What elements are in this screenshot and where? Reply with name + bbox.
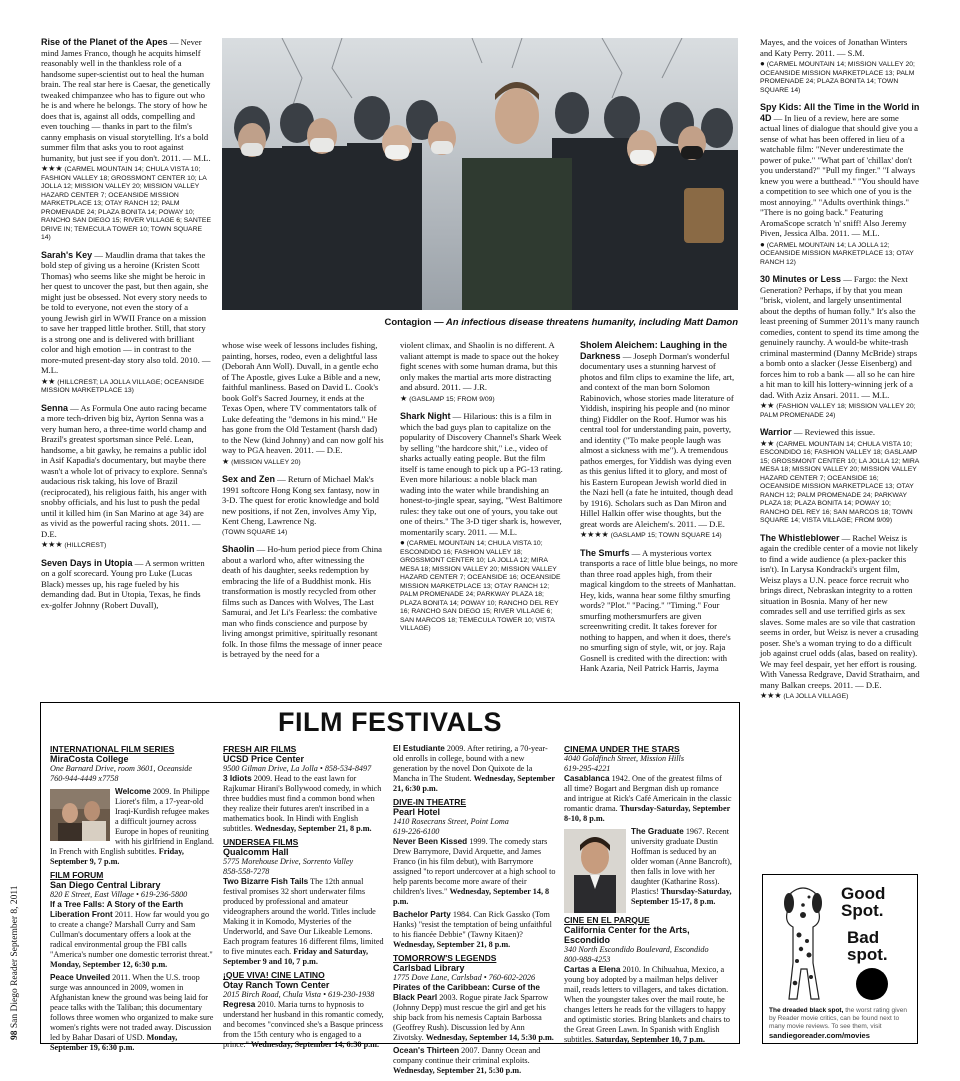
- festival-film-showtime: Thursday-Saturday, September 15-17, 8 p.m.: [631, 887, 732, 906]
- page-footer-label: [10, 885, 20, 1040]
- festival-film-description: 2010. In Chihuahua, Mexico, a young boy adopted by a mailman helps deliver mail, reads letters to villagers, and takes dictation. When the youngster takes over the mail route, he changes letters he reads for the villagers to happy and optimistic stories. Bring blankets and chairs to the Great Green Lawn. In Spanish with English subtitles.: [564, 965, 730, 1044]
- review-column-1: [41, 37, 211, 617]
- review-title: Sex and Zen: [222, 474, 276, 484]
- rating-black-spot: ●: [400, 538, 405, 547]
- review-body: — Return of Michael Mak's 1991 softcore Hong Kong sex fantasy, now in 3-D. The quest for erotic knowledge and bold new positions, if not Zen, involves Amy Yip, Kent Cheng, Lawrence Ng.: [222, 474, 380, 526]
- page-number: 98: [10, 1030, 20, 1040]
- review-title: Seven Days in Utopia: [41, 557, 133, 568]
- publication-name: San Diego Reader: [10, 959, 20, 1029]
- festival-film-description: 1984. Can Rick Gassko (Tom Hanks) "resist the temptation of being unfaithful to his fiancée Debbie" (Tawny Kitaen)?: [393, 910, 552, 939]
- review-sarahs-key: [41, 250, 211, 396]
- festival-phone: 760-944-4449 x7758: [50, 774, 119, 783]
- festival-film-title: Welcome: [115, 787, 151, 796]
- review-the-whistleblower: [760, 533, 920, 702]
- review-column-3: [400, 340, 564, 641]
- festival-film-showtime: Monday, September 19, 6:30 p.m.: [50, 1033, 178, 1052]
- review-spy-kids: [760, 102, 920, 267]
- review-title: Sarah's Key: [41, 249, 93, 260]
- festival-address: 1410 Rosecrans Street, Point Loma: [393, 817, 509, 826]
- festival-film-showtime: Wednesday, September 21, 6:30 p.m.: [393, 774, 555, 793]
- black-spot-icon: [855, 967, 889, 1001]
- theater-list: (HILLCREST; LA JOLLA VILLAGE; OCEANSIDE MISSION MARKETPLACE 13): [41, 378, 205, 394]
- review-body: — Joseph Dorman's wonderful documentary uses a stunning harvest of photos and film clips to examine the life, art, and context of the man born Solomon Rabinovich, whose stories made literature of Yiddish, inspiring his people and (no minor thing) Fiddler on the Roof. Humor was his central tool for understanding pain, poverty, and identity ("To make people laugh was almost a sickness with me"). A tremendous pathos emerges, for Yiddish was dying even as this genius lifted it to glory, and most of his Eastern European Jewish world died in the Nazi hell (a fate he intuited, though dead by 1916). Scholars such as Dan Miron and Hillel Halkin offer wise thoughts, but the great words are Aleichem's. 2011. — D.E.: [580, 350, 735, 529]
- ad-body: the worst rating given by Reader movie critics, can be found next to many movie reviews. To see them, visit: [769, 1007, 908, 1030]
- festival-category: DIVE-IN THEATRE: [393, 797, 467, 807]
- festival-film-description: 1942. One of the greatest films of all time? Bogart and Bergman dish up romance and intrigue at Rick's Café Americain in the classic romantic drama.: [564, 774, 732, 813]
- review-body: Mayes, and the voices of Jonathan Winters and Katy Perry. 2011. — S.M.: [760, 37, 908, 58]
- review-the-smurfs: [580, 548, 738, 674]
- theater-list: (LA JOLLA VILLAGE): [783, 693, 849, 700]
- review-title: Warrior: [760, 427, 792, 437]
- festival-film-title: Casablanca: [564, 774, 610, 783]
- review-body: — Maudlin drama that takes the bold step of giving us a heroine (Kristen Scott Thomas) who seems like she might be heroic in her quest to uncover the past, but then again, she might just be obsessed. Not every story needs to be told to everyone, not even the story of a young Jewish girl in WWII France on a mission to save her trapped little brother. Still, that story is a strong one and is delivered with brilliant color and high emotion — in contrast to the more-muted present-day story also told. 2010. — M.L.: [41, 249, 211, 375]
- review-title: Senna: [41, 402, 69, 413]
- festival-film-showtime: Thursday-Saturday, September 8-10, 8 p.m.: [564, 804, 731, 823]
- rating-stars: ★: [222, 456, 230, 466]
- review-30-minutes-or-less: [760, 274, 920, 420]
- festival-venue: California Center for the Arts, Escondido: [564, 925, 690, 945]
- rating-black-spot: ●: [760, 239, 765, 249]
- review-body: — Fargo: the Next Generation? Perhaps, if by that you mean "brisk, violent, and largely unsentimental about the depths of human folly." It's also the least preening of Summer 2011's many raunch comedies, content to spend its time among the genuinely raunchy. A would-be white-trash criminal mastermind (Danny McBride) straps a bomb onto a slacker (Jesse Eisenberg) and forces him to rob a bank — all so he can hire a hit man to kill his lottery-winning jerk of a dad. With Aziz Ansari. 2011. — M.L.: [760, 274, 920, 400]
- festival-film-description: 1999. The comedy stars Drew Barrymore, David Arquette, and James Franco (in his film debut), with Barrymore assigned "to report undercover at a high school to help parents become more aware of their children's lives.": [393, 837, 556, 896]
- festival-venue: MiraCosta College: [50, 754, 129, 764]
- festival-category: ¡QUE VIVA! CINE LATINO: [223, 970, 325, 980]
- rating-stars: ★★★★: [580, 530, 609, 539]
- theater-list: (CARMEL MOUNTAIN 14; MISSION VALLEY 20; OCEANSIDE MISSION MARKETPLACE 13; PALM PROMENADE 24; PLAZA BONITA 14; TOWN SQUARE 14): [760, 61, 915, 94]
- festival-film-description: 2003. Rogue pirate Jack Sparrow (Johnny Depp) must rescue the girl and get his ship back from his nemesis Captain Barbossa (Geoffrey Rush). Discussion led by Ann Zivotsky.: [393, 993, 549, 1042]
- review-shaolin-continued: [400, 340, 564, 404]
- review-body: — Reviewed this issue.: [793, 427, 875, 437]
- review-title: The Whistleblower: [760, 532, 840, 543]
- review-rise-of-the-planet-of-the-apes: [41, 37, 211, 243]
- festival-film-title: If a Tree Falls: A Story of the Earth Liberation Front: [50, 900, 184, 919]
- review-title: Shaolin: [222, 544, 255, 554]
- review-body: — Ho-hum period piece from China about a warlord who, after witnessing the death of his daughter, seeks redemption by embracing the life of a Buddhist monk. His transformation is mostly recycled from other films such as Dances with Wolves, The Last Samurai, and Jet Li's Fearless: the combative man who finds conscience and purpose by living amongst primitive, spiritually resonant folk. In those films the message of inner peace is betrayed by the need for a: [222, 544, 383, 659]
- ad-lead: The dreaded black spot,: [769, 1007, 844, 1014]
- welcome-film-still: [50, 789, 110, 841]
- ad-bad-spot-text: Bad spot.: [847, 928, 888, 964]
- festival-film-showtime: Wednesday, September 14, 8 p.m.: [393, 887, 550, 906]
- review-smurfs-continued: [760, 37, 920, 95]
- ad-good-spot-text: Good Spot.: [841, 884, 886, 920]
- rating-stars: ★★: [760, 401, 775, 410]
- festival-phone: 858-534-8497: [324, 764, 372, 773]
- rating-stars: ★: [400, 393, 408, 403]
- rating-stars: ★★: [760, 438, 775, 448]
- photo-caption: [222, 317, 738, 328]
- theater-list: (MISSION VALLEY 20): [231, 458, 301, 466]
- festival-column-4: [564, 741, 732, 1048]
- black-spot-ad[interactable]: [762, 874, 918, 1044]
- festival-category: TOMORROW'S LEGENDS: [393, 953, 497, 963]
- theater-list: (CARMEL MOUNTAIN 14; LA JOLLA 12; OCEANSIDE MISSION MARKETPLACE 13; OTAY RANCH 12): [760, 241, 914, 266]
- review-body: — As Formula One auto racing became a more tech-driven big biz, Ayrton Senna was a very human hero, a three-time world champ and Brazil's greatest sportsman since Pelé. Lean, handsome, a bit gawky, he remains a public idol in Asif Kapadia's documentary, but maybe there wasn't a whole lot of privacy to explore. Senna's audacious risk taking, his love of Brazil (reciprocated), his religious faith, his anger with snobby officials, and his lust to push the pedal until it killed him (in San Marino at age 34) are as vivid as the powerful racing shots. 2011. — D.E.: [41, 402, 208, 539]
- festival-film-description: The 12th annual festival promises 32 short underwater films produced by professional and amateur videographers around the world. Titles include Making it in Komodo, Mysteries of the Underworld, and Save Our Likeable Lemons. Each program features 16 different films, limited to five minutes each.: [223, 877, 384, 956]
- festival-category: FRESH AIR FILMS: [223, 744, 297, 754]
- festival-address: 9500 Gilman Drive, La Jolla: [223, 764, 318, 773]
- festival-category: CINE EN EL PARQUE: [564, 915, 650, 925]
- rating-stars: ★★★: [41, 540, 63, 549]
- rating-black-spot: ●: [760, 59, 765, 68]
- festival-film-showtime: Friday, September 9, 7 p.m.: [50, 847, 184, 866]
- review-column-4: [580, 340, 738, 681]
- festival-venue: Qualcomm Hall: [223, 847, 289, 857]
- festival-address: 1775 Dove Lane, Carlsbad: [393, 973, 482, 982]
- review-senna: [41, 403, 211, 551]
- festival-venue: Pearl Hotel: [393, 807, 441, 817]
- review-column-2: [222, 340, 384, 667]
- festival-address: 820 E Street, East Village: [50, 890, 134, 899]
- rating-stars: ★★★: [41, 164, 63, 173]
- festival-film-title: The Graduate: [631, 827, 684, 836]
- festival-film-title: Pirates of the Caribbean: Curse of the Black Pearl: [393, 983, 540, 1002]
- festival-category: UNDERSEA FILMS: [223, 837, 299, 847]
- theater-list: (GASLAMP 15; FROM 9/09): [409, 395, 495, 403]
- review-body: — A mysterious vortex transports a race of little blue beings, no more than three road apples high, from their magical kingdom to the streets of Manhattan. Hey, kids, wanna hear some filthy smurfing words? "Plot." "Pacing." "Timing." Four smurfing mothersmurfers are given screenwriting credit. It takes forever for nothing to happen, and when it does, there's no smurfing sign of style, wit, or joy. Raja Gosnell is credited with the direction: with Hank Azaria, Neil Patrick Harris, Jayma: [580, 547, 738, 673]
- review-shark-night: [400, 411, 564, 634]
- festival-film-showtime: Wednesday, September 21, 8 p.m.: [254, 824, 372, 833]
- review-title: Spy Kids: All the Time in the World in 4D: [760, 102, 920, 123]
- festival-film-description: 2009. Head to the east lawn for Rajkumar Hirani's Bollywood comedy, in which three buddies must find a common bond when they realize their futures aren't inscribed in a mathematics book. In Hindi with English subtitles.: [223, 774, 382, 833]
- festival-phone: 800-988-4253: [564, 955, 611, 964]
- ad-description: [769, 1007, 913, 1031]
- festival-film-showtime: Friday and Saturday, September 9 and 10, 7 p.m.: [223, 947, 369, 966]
- film-festivals-heading: FILM FESTIVALS: [278, 707, 502, 737]
- festival-film-title: Ocean's Thirteen: [393, 1046, 460, 1055]
- review-body: violent climax, and Shaolin is no different. A valiant attempt is made to space out the hokey fight scenes with some human drama, but this only makes the martial arts more distracting and absurd. 2011. — J.R.: [400, 340, 559, 392]
- review-body: — Never mind James Franco, though he acquits himself reasonably well in the thankless role of a handsome super-scientist out to heal the human brain. The real star here is Caesar, the genetically tweaked chimpanzee who has to figure out who he is and where he belongs. The story of how he does that is, against all odds, compelling and even touching — thanks in part to the film's canny emphasis on visual storytelling. It's a bold summer film that asks you to root against humanity, but just see if you don't. 2011. — M.L.: [41, 37, 211, 163]
- theater-list: (TOWN SQUARE 14): [222, 528, 288, 536]
- festival-film-title: Bachelor Party: [393, 910, 451, 919]
- festival-phone: 858-558-7278: [223, 867, 270, 876]
- dalmatian-icon: [773, 883, 835, 1003]
- review-sex-and-zen: [222, 474, 384, 537]
- festival-film-description: 2009. In Philippe Lioret's film, a 17-year-old Iraqi-Kurdish refugee makes a difficult journey across Europe in hopes of reuniting with his girlfriend in England. In French with English subtitles.: [50, 787, 214, 856]
- caption-title: Contagion: [384, 317, 432, 328]
- festival-phone: 619-226-6100: [393, 827, 440, 836]
- festival-film-description: 2010. Maria turns to hypnosis to understand her husband in this romantic comedy, and becomes "convinced she's a Basque princess from the 15th century who is engaged to a prince.": [223, 1000, 384, 1049]
- ad-link[interactable]: sandiegoreader.com/movies: [769, 1031, 870, 1040]
- festival-film-title: Two Bizarre Fish Tails: [223, 877, 309, 886]
- festival-venue: UCSD Price Center: [223, 754, 305, 764]
- review-warrior: [760, 427, 920, 526]
- festival-film-showtime: Monday, September 12, 6:30 p.m.: [50, 960, 168, 969]
- festival-film-showtime: Saturday, September 10, 7 p.m.: [595, 1035, 705, 1044]
- contagion-photo: [222, 38, 738, 310]
- review-title: Sholem Aleichem: Laughing in the Darkness: [580, 340, 728, 361]
- festival-phone: 619-236-5800: [140, 890, 188, 899]
- theater-list: (FASHION VALLEY 18; MISSION VALLEY 20; PALM PROMENADE 24): [760, 403, 916, 419]
- the-graduate-film-still: [564, 829, 626, 913]
- review-sholem-aleichem: [580, 340, 738, 541]
- festival-venue: Carlsbad Library: [393, 963, 465, 973]
- festival-film-title: Peace Unveiled: [50, 973, 111, 982]
- review-body: — A sermon written on a golf scorecard. Young pro Luke (Lucas Black) messes up, his rage fueled by his demanding dad. But in Utopia, Texas, he finds ex-golfer Johnny (Robert Duvall),: [41, 557, 205, 610]
- crowd-illustration: [222, 38, 738, 310]
- festival-film-title: Never Been Kissed: [393, 837, 468, 846]
- review-title: Shark Night: [400, 411, 451, 421]
- festival-address: 340 North Escondido Boulevard, Escondido: [564, 945, 709, 954]
- issue-date: September 8, 2011: [10, 885, 20, 957]
- festival-category: CINEMA UNDER THE STARS: [564, 744, 680, 754]
- review-body: — In lieu of a review, here are some actual lines of dialogue that should give you a sense of what has been offered in lieu of a watchable film: "Never underestimate the power of puke." "What part of 'chillax' don't you understand?" "Pull my finger." "I always knew you were a butthead." "You should have a competition to see which one of you is the most annoying." "Adults overthink things." "There is no going back." Featuring AromaScope scratch 'n' sniff! Also Jeremy Piven, Jessica Alba. 2011. — M.L.: [760, 112, 919, 238]
- review-title: 30 Minutes or Less: [760, 274, 842, 284]
- review-seven-days-continued: [222, 340, 384, 467]
- festival-address: One Barnard Drive, room 3601, Oceanside: [50, 764, 192, 773]
- theater-list: (CARMEL MOUNTAIN 14; CHULA VISTA 10; FASHION VALLEY 18; GROSSMONT CENTER 10; LA JOLLA 12; MISSION VALLEY 20; MISSION VALLEY HAZARD CENTER 7; OCEANSIDE MISSION MARKETPLACE 13; OTAY RANCH 12; PALM PROMENADE 24; PLAZA BONITA 14; POWAY 10; RANCHO SAN DIEGO 15; RIVER VILLAGE 6; SANTEE DRIVE IN; TEMECULA TOWER 10; TOWN SQUARE 14): [41, 166, 211, 241]
- festival-film-description: 2009. After retiring, a 70-year-old enrolls in college, bound with a new generation by the novel Don Quixote de la Mancha in The Student.: [393, 744, 548, 783]
- festival-column-1: INTERNATIONAL FILM SERIES MiraCosta College One Barnard Drive, room 3601, Oceanside 760-944-4449 x7758 Welcome 2009. In Philippe Lioret's film, a 17-year-old Iraqi-Kurdish refugee makes a difficult journey across Europe in hopes of reuniting with his girlfriend in England. In French with English subtitles. Friday, September 9, 7 p.m. FILM FORUM San Diego Central Library 820 E Street, East Village • 619-236-5800 If a Tree Falls: A Story of the Earth Liberation Front 2011. How far would you go to create a change? Marshall Curry and Sam Cullman's documentary offers a look at the radical environmental group the FBI calls "America's number one domestic terrorist threat." Monday, September 12, 6:30 p.m. Peace Unveiled 2011. When the U.S. troop surge was announced in 2009, women in Afghanistan knew the ground was being laid for peace talks with the Taliban; this documentary follows three women who organized to make sure women's rights were not traded away. Discussion led by Bahar Dasari of USD. Monday, September 19, 6:30 p.m.: [50, 744, 214, 1052]
- film-festivals-box: [40, 702, 740, 1075]
- festival-category: INTERNATIONAL FILM SERIES: [50, 744, 175, 754]
- review-body: — Hilarious: this is a film in which the bad guys plan to capitalize on the popularity of Discovery Channel's Shark Week by selling "the hardcore shit," i.e., video of sharks actually eating people. But the film itself is tame enough to pick up a PG-13 rating. Even more hilarious: a noble black man wading into the water while brandishing an honest-to-jingle spear, saying, "West Baltimore rules: they take out one of yours, you take out one of theirs." The 3-D tiger shark is, however, momentarily scary. 2011. — M.L.: [400, 411, 563, 537]
- festival-column-2: FRESH AIR FILMS UCSD Price Center 9500 Gilman Drive, La Jolla • 858-534-8497 3 Idiots 2009. Head to the east lawn for Rajkumar Hirani's Bollywood comedy, in which three buddies must find a common bond when they realize their futures aren't inscribed in a mathematics book. In Hindi with English subtitles. Wednesday, September 21, 8 p.m. UNDERSEA FILMS Qualcomm Hall 5775 Morehouse Drive, Sorrento Valley 858-558-7278 Two Bizarre Fish Tails The 12th annual festival promises 32 short underwater films produced by professional and amateur videographers around the world. Titles include Making it in Komodo, Mysteries of the Underworld, and Save Our Likeable Lemons. Each program features 16 different films, limited to five minutes each. Friday and Saturday, September 9 and 10, 7 p.m. ¡QUE VIVA! CINE LATINO Otay Ranch Town Center 2015 Birch Road, Chula Vista • 619-230-1938 Regresa 2010. Maria turns to hypnosis to understand her husband in this romantic comedy, and becomes "convinced she's a Basque princess from the 15th century who is engaged to a prince." Wednesday, September 14, 6:30 p.m.: [223, 741, 387, 1053]
- festival-column-3: El Estudiante 2009. After retiring, a 70-year-old enrolls in college, bound with a new generation by the novel Don Quixote de la Mancha in The Student. Wednesday, September 21, 6:30 p.m. DIVE-IN THEATRE Pearl Hotel 1410 Rosecrans Street, Point Loma 619-226-6100 Never Been Kissed 1999. The comedy stars Drew Barrymore, David Arquette, and James Franco (in his film debut), with Barrymore assigned "to report undercover at a high school to help parents become more aware of their children's lives." Wednesday, September 14, 8 p.m. Bachelor Party 1984. Can Rick Gassko (Tom Hanks) "resist the temptation of being unfaithful to his fiancée Debbie" (Tawny Kitaen)? Wednesday, September 21, 8 p.m. TOMORROW'S LEGENDS Carlsbad Library 1775 Dove Lane, Carlsbad • 760-602-2026 Pirates of the Caribbean: Curse of the Black Pearl 2003. Rogue pirate Jack Sparrow (Johnny Depp) must rescue the girl and get his ship back from his nemesis Captain Barbossa (Geoffrey Rush). Discussion led by Ann Zivotsky. Wednesday, September 14, 5:30 p.m. Ocean's Thirteen 2007. Danny Ocean and company continue their criminal exploits. Wednesday, September 21, 5:30 p.m.: [393, 744, 556, 1075]
- review-title: Rise of the Planet of the Apes: [41, 37, 168, 47]
- review-body: — Rachel Weisz is again the credible center of a movie not likely to find a wide audience (a plex-packer this isn't). In Larysa Kondracki's urgent film, Weisz plays a U.N. peace force recruit who brings direct, Nebraskan integrity to a rotten situation in Bosnia. Many of her new comrades sell and use terrified girls as sex slaves. Some males are so vile that castration seems in order, but Weisz is never a crusading poser. She's a woman trying to do a difficult job against cruel odds (alas, based on reality). We may feel despair, yet her effort is rousing. With Vanessa Redgrave, David Strathairn, and many Balkan creeps. 2011. — D.E.: [760, 532, 920, 690]
- festival-film-showtime: Wednesday, September 21, 8 p.m.: [393, 940, 511, 949]
- review-column-5: [760, 37, 920, 709]
- review-seven-days-in-utopia: [41, 558, 211, 611]
- festival-phone: 619-230-1938: [328, 990, 375, 999]
- festival-film-showtime: Wednesday, September 14, 5:30 p.m.: [425, 1033, 554, 1042]
- theater-list: (CARMEL MOUNTAIN 14; CHULA VISTA 10; ESCONDIDO 16; FASHION VALLEY 18; GASLAMP 15; GROSSMONT CENTER 10; LA JOLLA 12; MIRA MESA 18; MISSION VALLEY 20; MISSION VALLEY HAZARD CENTER 7; OCEANSIDE 16; OCEANSIDE MISSION MARKETPLACE 13; OTAY RANCH 12; PALM PROMENADE 24; PARKWAY PLAZA 18; PLAZA BONITA 14; POWAY 10; RANCHO DEL REY 16; SAN MARCOS 18; TOWN SQUARE 14; VISTA VILLAGE; FROM 9/09): [760, 440, 919, 524]
- festival-venue: Otay Ranch Town Center: [223, 980, 330, 990]
- theater-list: (GASLAMP 15; TOWN SQUARE 14): [610, 532, 722, 539]
- rating-stars: ★★★: [760, 691, 782, 700]
- rating-stars: ★★: [41, 376, 56, 386]
- festival-phone: 760-602-2026: [488, 973, 536, 982]
- festival-film-description: 2007. Danny Ocean and company continue their criminal exploits.: [393, 1046, 541, 1065]
- festival-film-title: El Estudiante: [393, 744, 445, 753]
- theater-list: (CARMEL MOUNTAIN 14; CHULA VISTA 10; ESCONDIDO 16; FASHION VALLEY 18; GROSSMONT CENTER 10; LA JOLLA 12; MIRA MESA 18; MISSION VALLEY 20; MISSION VALLEY HAZARD CENTER 7; OCEANSIDE 16; OCEANSIDE MISSION MARKETPLACE 13; OTAY RANCH 12; PALM PROMENADE 24; PARKWAY PLAZA 18; PLAZA BONITA 14; POWAY 10; RANCHO DEL REY 16; RANCHO SAN DIEGO 15; RIVER VILLAGE 6; SAN MARCOS 18; TEMECULA TOWER 10; VISTA VILLAGE): [400, 540, 561, 632]
- review-title: The Smurfs: [580, 547, 630, 558]
- festival-film-title: Regresa: [223, 1000, 256, 1009]
- festival-film-description: 2011. When the U.S. troop surge was announced in 2009, women in Afghanistan knew the ground was being laid for peace talks with the Taliban; this documentary follows three women who organized to make sure women's rights were not traded away. Discussion led by Bahar Dasari of USD.: [50, 973, 214, 1042]
- festival-address: 4040 Goldfinch Street, Mission Hills: [564, 754, 685, 763]
- festival-film-title: 3 Idiots: [223, 774, 252, 783]
- festival-phone: 619-295-4221: [564, 764, 611, 773]
- festival-venue: San Diego Central Library: [50, 880, 161, 890]
- festival-film-description: 1967. Recent university graduate Dustin Hoffman is seduced by an older woman (Anne Bancroft), then falls in love with her daughter (Katharine Ross). Plastics!: [631, 827, 732, 896]
- review-shaolin: [222, 544, 384, 660]
- review-body: whose wise week of lessons includes fishing, painting, horses, rodeo, even a delightful lass (Deborah Ann Woll). Duvall, in a gentle echo of The Apostle, gives Luke a Bible and a new, faithful manliness. Based on David L. Cook's book Golf's Sacred Journey, it ends at the Texas Open, where TV commentators talk of Luke defeating the "demons in his mind." He has gone from the Old Testament (harsh dad) to the New (kind Johnny) and can now golf his way to PGA heaven. 2011. — D.E.: [222, 340, 384, 455]
- festival-film-description: 2011. How far would you go to create a change? Marshall Curry and Sam Cullman's documentary offers a look at the radical environmental group the FBI calls "America's number one domestic terrorist threat.": [50, 910, 213, 959]
- festival-address: 2015 Birch Road, Chula Vista: [223, 990, 322, 999]
- caption-text: — An infectious disease threatens humanity, including Matt Damon: [434, 317, 738, 328]
- festival-film-title: Cartas a Elena: [564, 965, 621, 974]
- theater-list: (HILLCREST): [64, 542, 107, 549]
- festival-film-showtime: Wednesday, September 21, 5:30 p.m.: [393, 1066, 522, 1075]
- festival-address: 5775 Morehouse Drive, Sorrento Valley: [223, 857, 354, 866]
- festival-category: FILM FORUM: [50, 870, 104, 880]
- festival-film-showtime: Wednesday, September 14, 6:30 p.m.: [250, 1040, 380, 1049]
